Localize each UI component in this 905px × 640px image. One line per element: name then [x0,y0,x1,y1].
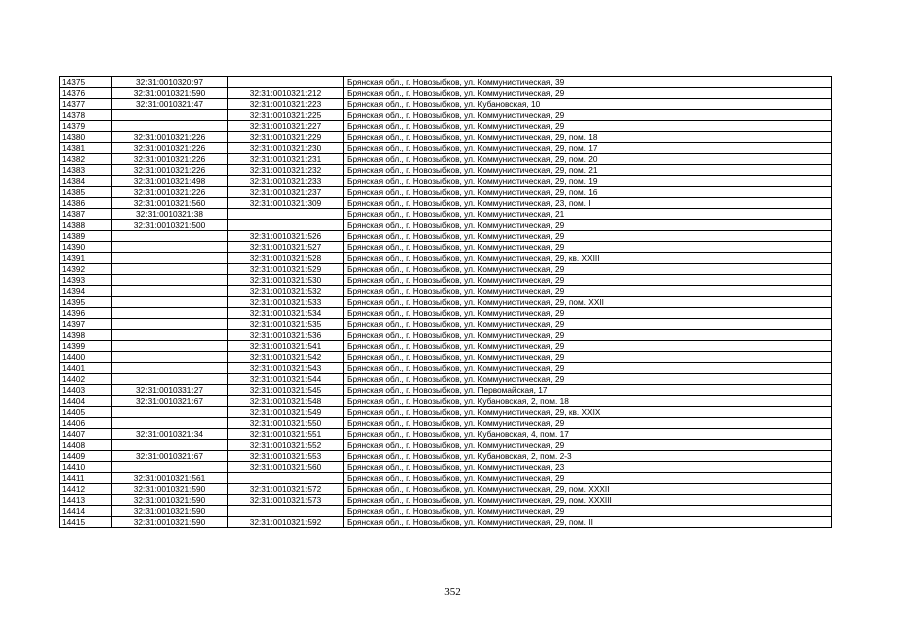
table-row [60,198,832,209]
address-cell: Брянская обл., г. Новозыбков, ул. Коммунистическая, 29, пом. 17 [344,143,832,154]
building-cadastral-number-cell: 32:31:0010321:231 [228,154,344,165]
address-cell: Брянская обл., г. Новозыбков, ул. Коммунистическая, 29 [344,121,832,132]
building-cadastral-number-cell: 32:31:0010321:573 [228,495,344,506]
page-number: 352 [444,586,461,598]
address-cell: Брянская обл., г. Новозыбков, ул. Коммунистическая, 29 [344,330,832,341]
cadastral-number-cell [112,286,228,297]
cadastral-number-cell [112,352,228,363]
record-number-cell: 14392 [60,264,112,275]
record-number-cell: 14408 [60,440,112,451]
building-cadastral-number-cell: 32:31:0010321:230 [228,143,344,154]
record-number-cell: 14390 [60,242,112,253]
cadastral-number-cell: 32:31:0010320:97 [112,77,228,88]
table-row [60,396,832,407]
registry-table [59,76,832,528]
table-row [60,341,832,352]
address-cell: Брянская обл., г. Новозыбков, ул. Коммунистическая, 29 [344,506,832,517]
address-cell: Брянская обл., г. Новозыбков, ул. Коммунистическая, 29, пом. 18 [344,132,832,143]
record-number-cell: 14386 [60,198,112,209]
building-cadastral-number-cell: 32:31:0010321:309 [228,198,344,209]
building-cadastral-number-cell: 32:31:0010321:543 [228,363,344,374]
building-cadastral-number-cell [228,506,344,517]
address-cell: Брянская обл., г. Новозыбков, ул. Коммунистическая, 29, пом. 20 [344,154,832,165]
record-number-cell: 14410 [60,462,112,473]
cadastral-number-cell [112,330,228,341]
cadastral-number-cell: 32:31:0010321:226 [112,143,228,154]
cadastral-number-cell: 32:31:0010321:590 [112,517,228,528]
table-row [60,286,832,297]
address-cell: Брянская обл., г. Новозыбков, ул. Коммунистическая, 29, кв. XXIX [344,407,832,418]
cadastral-number-cell: 32:31:0010321:590 [112,495,228,506]
table-row [60,110,832,121]
cadastral-number-cell [112,110,228,121]
building-cadastral-number-cell: 32:31:0010321:223 [228,99,344,110]
cadastral-number-cell: 32:31:0010321:590 [112,88,228,99]
address-cell: Брянская обл., г. Новозыбков, ул. Коммунистическая, 29 [344,418,832,429]
address-cell: Брянская обл., г. Новозыбков, ул. Коммунистическая, 29, пом. 19 [344,176,832,187]
building-cadastral-number-cell: 32:31:0010321:227 [228,121,344,132]
record-number-cell: 14395 [60,297,112,308]
table-row [60,407,832,418]
record-number-cell: 14396 [60,308,112,319]
record-number-cell: 14391 [60,253,112,264]
building-cadastral-number-cell: 32:31:0010321:592 [228,517,344,528]
table-row [60,121,832,132]
building-cadastral-number-cell: 32:31:0010321:560 [228,462,344,473]
record-number-cell: 14376 [60,88,112,99]
table-row [60,506,832,517]
table-row [60,275,832,286]
record-number-cell: 14380 [60,132,112,143]
record-number-cell: 14383 [60,165,112,176]
table-row [60,319,832,330]
table-row [60,297,832,308]
cadastral-number-cell [112,242,228,253]
building-cadastral-number-cell [228,473,344,484]
building-cadastral-number-cell: 32:31:0010321:237 [228,187,344,198]
cadastral-number-cell: 32:31:0010321:226 [112,187,228,198]
table-row [60,242,832,253]
address-cell: Брянская обл., г. Новозыбков, ул. Кубановская, 2, пом. 2-3 [344,451,832,462]
cadastral-number-cell: 32:31:0010321:226 [112,154,228,165]
record-number-cell: 14411 [60,473,112,484]
record-number-cell: 14385 [60,187,112,198]
address-cell: Брянская обл., г. Новозыбков, ул. Коммунистическая, 29, пом. 16 [344,187,832,198]
table-row [60,517,832,528]
address-cell: Брянская обл., г. Новозыбков, ул. Кубановская, 10 [344,99,832,110]
address-cell: Брянская обл., г. Новозыбков, ул. Коммунистическая, 29 [344,88,832,99]
address-cell: Брянская обл., г. Новозыбков, ул. Коммунистическая, 29 [344,374,832,385]
table-row [60,209,832,220]
address-cell: Брянская обл., г. Новозыбков, ул. Коммунистическая, 29 [344,275,832,286]
table-row [60,374,832,385]
address-cell: Брянская обл., г. Новозыбков, ул. Коммунистическая, 29 [344,231,832,242]
address-cell: Брянская обл., г. Новозыбков, ул. Коммунистическая, 29 [344,363,832,374]
building-cadastral-number-cell: 32:31:0010321:233 [228,176,344,187]
record-number-cell: 14381 [60,143,112,154]
address-cell: Брянская обл., г. Новозыбков, ул. Кубановская, 2, пом. 18 [344,396,832,407]
address-cell: Брянская обл., г. Новозыбков, ул. Коммунистическая, 23 [344,462,832,473]
address-cell: Брянская обл., г. Новозыбков, ул. Коммунистическая, 29, пом. 21 [344,165,832,176]
record-number-cell: 14382 [60,154,112,165]
record-number-cell: 14379 [60,121,112,132]
record-number-cell: 14389 [60,231,112,242]
table-row [60,220,832,231]
building-cadastral-number-cell: 32:31:0010321:572 [228,484,344,495]
cadastral-number-cell: 32:31:0010321:47 [112,99,228,110]
address-cell: Брянская обл., г. Новозыбков, ул. Коммунистическая, 29 [344,220,832,231]
table-row [60,385,832,396]
address-cell: Брянская обл., г. Новозыбков, ул. Коммунистическая, 39 [344,77,832,88]
record-number-cell: 14384 [60,176,112,187]
building-cadastral-number-cell: 32:31:0010321:535 [228,319,344,330]
cadastral-number-cell [112,418,228,429]
building-cadastral-number-cell: 32:31:0010321:526 [228,231,344,242]
building-cadastral-number-cell: 32:31:0010321:549 [228,407,344,418]
record-number-cell: 14394 [60,286,112,297]
cadastral-number-cell [112,121,228,132]
building-cadastral-number-cell [228,220,344,231]
building-cadastral-number-cell: 32:31:0010321:536 [228,330,344,341]
address-cell: Брянская обл., г. Новозыбков, ул. Коммунистическая, 23, пом. I [344,198,832,209]
record-number-cell: 14399 [60,341,112,352]
cadastral-number-cell [112,462,228,473]
record-number-cell: 14397 [60,319,112,330]
address-cell: Брянская обл., г. Новозыбков, ул. Коммунистическая, 29 [344,242,832,253]
table-row [60,495,832,506]
building-cadastral-number-cell: 32:31:0010321:534 [228,308,344,319]
table-row [60,231,832,242]
record-number-cell: 14401 [60,363,112,374]
cadastral-number-cell [112,264,228,275]
table-row [60,143,832,154]
address-cell: Брянская обл., г. Новозыбков, ул. Коммунистическая, 29, кв. XXIII [344,253,832,264]
table-row [60,165,832,176]
building-cadastral-number-cell: 32:31:0010321:225 [228,110,344,121]
table-row [60,308,832,319]
cadastral-number-cell: 32:31:0010321:67 [112,451,228,462]
record-number-cell: 14378 [60,110,112,121]
table-row [60,440,832,451]
cadastral-number-cell: 32:31:0010321:590 [112,484,228,495]
building-cadastral-number-cell: 32:31:0010321:551 [228,429,344,440]
table-row [60,88,832,99]
address-cell: Брянская обл., г. Новозыбков, ул. Коммунистическая, 29 [344,286,832,297]
table-row [60,429,832,440]
record-number-cell: 14415 [60,517,112,528]
cadastral-number-cell [112,407,228,418]
table-row [60,253,832,264]
cadastral-number-cell: 32:31:0010321:590 [112,506,228,517]
record-number-cell: 14388 [60,220,112,231]
record-number-cell: 14403 [60,385,112,396]
address-cell: Брянская обл., г. Новозыбков, ул. Коммунистическая, 29, пом. XXXII [344,484,832,495]
cadastral-number-cell: 32:31:0010321:226 [112,132,228,143]
cadastral-number-cell: 32:31:0010321:38 [112,209,228,220]
address-cell: Брянская обл., г. Новозыбков, ул. Коммунистическая, 29 [344,440,832,451]
table-row [60,99,832,110]
building-cadastral-number-cell: 32:31:0010321:212 [228,88,344,99]
record-number-cell: 14413 [60,495,112,506]
cadastral-number-cell [112,319,228,330]
building-cadastral-number-cell: 32:31:0010321:527 [228,242,344,253]
cadastral-number-cell: 32:31:0010321:67 [112,396,228,407]
record-number-cell: 14405 [60,407,112,418]
address-cell: Брянская обл., г. Новозыбков, ул. Коммунистическая, 29 [344,473,832,484]
building-cadastral-number-cell: 32:31:0010321:552 [228,440,344,451]
building-cadastral-number-cell: 32:31:0010321:530 [228,275,344,286]
building-cadastral-number-cell: 32:31:0010321:542 [228,352,344,363]
table-row [60,264,832,275]
building-cadastral-number-cell [228,209,344,220]
record-number-cell: 14409 [60,451,112,462]
table-row [60,352,832,363]
cadastral-number-cell [112,374,228,385]
record-number-cell: 14400 [60,352,112,363]
cadastral-number-cell [112,231,228,242]
table-row [60,462,832,473]
record-number-cell: 14377 [60,99,112,110]
record-number-cell: 14414 [60,506,112,517]
record-number-cell: 14406 [60,418,112,429]
table-row [60,451,832,462]
cadastral-number-cell [112,275,228,286]
table-row [60,132,832,143]
cadastral-number-cell [112,341,228,352]
record-number-cell: 14404 [60,396,112,407]
address-cell: Брянская обл., г. Новозыбков, ул. Коммунистическая, 29 [344,110,832,121]
registry-table-body [60,77,832,528]
building-cadastral-number-cell: 32:31:0010321:232 [228,165,344,176]
table-row [60,484,832,495]
table-row [60,473,832,484]
building-cadastral-number-cell: 32:31:0010321:533 [228,297,344,308]
cadastral-number-cell: 32:31:0010321:498 [112,176,228,187]
table-row [60,154,832,165]
table-row [60,330,832,341]
cadastral-number-cell: 32:31:0010321:561 [112,473,228,484]
address-cell: Брянская обл., г. Новозыбков, ул. Первомайская, 17 [344,385,832,396]
cadastral-number-cell: 32:31:0010321:226 [112,165,228,176]
address-cell: Брянская обл., г. Новозыбков, ул. Коммунистическая, 29 [344,352,832,363]
building-cadastral-number-cell: 32:31:0010321:528 [228,253,344,264]
record-number-cell: 14387 [60,209,112,220]
address-cell: Брянская обл., г. Новозыбков, ул. Коммунистическая, 29, пом. XXII [344,297,832,308]
table-row [60,187,832,198]
building-cadastral-number-cell: 32:31:0010321:553 [228,451,344,462]
address-cell: Брянская обл., г. Новозыбков, ул. Коммунистическая, 29 [344,308,832,319]
record-number-cell: 14375 [60,77,112,88]
building-cadastral-number-cell: 32:31:0010321:550 [228,418,344,429]
record-number-cell: 14402 [60,374,112,385]
address-cell: Брянская обл., г. Новозыбков, ул. Коммунистическая, 29 [344,264,832,275]
cadastral-number-cell [112,363,228,374]
address-cell: Брянская обл., г. Новозыбков, ул. Коммунистическая, 29 [344,319,832,330]
cadastral-number-cell [112,297,228,308]
record-number-cell: 14407 [60,429,112,440]
building-cadastral-number-cell: 32:31:0010321:544 [228,374,344,385]
record-number-cell: 14398 [60,330,112,341]
building-cadastral-number-cell [228,77,344,88]
address-cell: Брянская обл., г. Новозыбков, ул. Коммунистическая, 29 [344,341,832,352]
building-cadastral-number-cell: 32:31:0010321:541 [228,341,344,352]
table-row [60,418,832,429]
address-cell: Брянская обл., г. Новозыбков, ул. Коммунистическая, 29, пом. XXXIII [344,495,832,506]
cadastral-number-cell [112,440,228,451]
address-cell: Брянская обл., г. Новозыбков, ул. Кубановская, 4, пом. 17 [344,429,832,440]
cadastral-number-cell [112,308,228,319]
table-row [60,363,832,374]
building-cadastral-number-cell: 32:31:0010321:545 [228,385,344,396]
building-cadastral-number-cell: 32:31:0010321:532 [228,286,344,297]
address-cell: Брянская обл., г. Новозыбков, ул. Коммунистическая, 29, пом. II [344,517,832,528]
cadastral-number-cell: 32:31:0010321:500 [112,220,228,231]
table-row [60,176,832,187]
building-cadastral-number-cell: 32:31:0010321:548 [228,396,344,407]
table-row [60,77,832,88]
address-cell: Брянская обл., г. Новозыбков, ул. Коммунистическая, 21 [344,209,832,220]
cadastral-number-cell: 32:31:0010331:27 [112,385,228,396]
cadastral-number-cell: 32:31:0010321:34 [112,429,228,440]
cadastral-number-cell: 32:31:0010321:560 [112,198,228,209]
building-cadastral-number-cell: 32:31:0010321:229 [228,132,344,143]
building-cadastral-number-cell: 32:31:0010321:529 [228,264,344,275]
record-number-cell: 14393 [60,275,112,286]
record-number-cell: 14412 [60,484,112,495]
cadastral-number-cell [112,253,228,264]
